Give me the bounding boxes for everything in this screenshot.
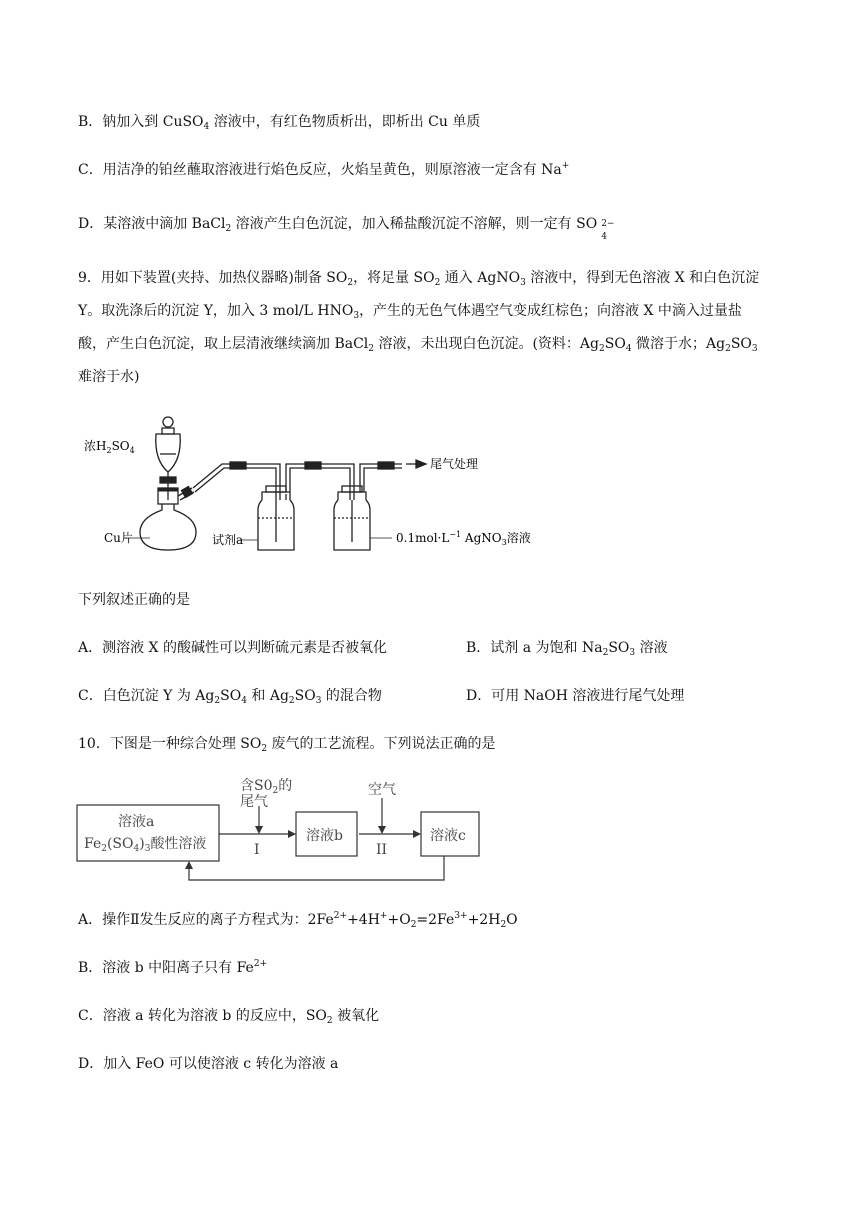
q8-option-d: D．某溶液中滴加 BaCl$_2$ 溶液产生白色沉淀，加入稀盐酸沉淀不溶解，则一定有 SO 2− 4	[78, 216, 615, 242]
q9-option-b: B．试剂 a 为饱和 $Na_2SO_3$ 溶液	[466, 640, 668, 658]
q9-option-c: C．白色沉淀 Y 为 $Ag_2SO_4$ 和 $Ag_2SO_3$ 的混合物	[78, 688, 382, 706]
q8-option-b: B．钠加入到 CuSO$_4$ 溶液中，有红色物质析出，即析出 Cu 单质	[78, 114, 481, 132]
apparatus-diagram	[80, 400, 540, 560]
round-flask	[140, 504, 196, 550]
arrow-air-in-icon	[378, 826, 386, 834]
acid-label: 浓$H_2SO_4$	[84, 439, 135, 455]
q10-option-c: C．溶液 a 转化为溶液 b 的反应中，$SO_2$ 被氧化	[78, 1008, 380, 1026]
input-gas-label: 含$S0_2$的	[240, 778, 293, 796]
q9-stem: 9．用如下装置(夹持、加热仪器略)制备 $SO_2$，将足量 $SO_2$ 通入 AgNO$_3$ 溶液中，得到无色溶液 X 和白色沉淀 Y。取洗涤后的沉淀 Y，加入 3 mol/L $HNO_3$，产生的无色气体遇空气变成红棕色；向溶液 X 中滴入过量盐 酸，产生白色沉淀，取上层清液继续滴加 BaCl$_2$ 溶液，未出现白色沉淀。(资料：$Ag_2SO_4$ 微溶于水；$Ag_2SO_3$ 难溶于水)	[78, 270, 760, 385]
agno3-label: $0.1mol\cdot L^{-1}$ AgNO$_3$溶液	[396, 530, 531, 547]
arrow-step1-icon	[288, 830, 296, 838]
funnel-stopper	[163, 417, 173, 427]
q9-question: 下列叙述正确的是	[78, 592, 190, 608]
box-b-label: 溶液b	[306, 828, 343, 844]
tail-gas-label: 尾气处理	[430, 457, 479, 471]
q10-option-d: D．加入 FeO 可以使溶液 c 转化为溶液 a	[78, 1056, 339, 1072]
q10-stem: 10．下图是一种综合处理 $SO_2$ 废气的工艺流程。下列说法正确的是	[78, 736, 496, 754]
process-flow-diagram	[76, 776, 486, 886]
input-gas-label-2: 尾气	[240, 794, 268, 810]
box-a-line1: 溶液a	[118, 814, 155, 830]
q8-option-c: C．用洁净的铂丝蘸取溶液进行焰色反应，火焰呈黄色，则原溶液一定含有 Na+	[78, 161, 570, 178]
step-2-label: II	[376, 842, 388, 858]
arrow-step2-icon	[413, 830, 421, 838]
cu-label: Cu片	[104, 531, 133, 545]
tail-arrow-icon	[416, 460, 426, 468]
arrow-gas-in-icon	[255, 826, 263, 834]
q9-option-d: D．可用 NaOH 溶液进行尾气处理	[466, 688, 685, 704]
step-1-label: I	[254, 842, 260, 858]
box-a-line2: $Fe_2(SO_4)_3$酸性溶液	[84, 836, 207, 854]
box-c-label: 溶液c	[430, 828, 466, 844]
reagent-a-label: 试剂a	[212, 533, 244, 547]
bottle-2-neck	[338, 492, 366, 500]
input-air-label: 空气	[368, 782, 396, 798]
arrow-return-icon	[185, 861, 193, 869]
q10-option-b: B．溶液 b 中阳离子只有 $Fe^{2+}$	[78, 959, 268, 976]
q10-option-a: A．操作Ⅱ发生反应的离子方程式为：$2Fe^{2+}+4H^++O_2=2Fe^{3+}+2H_2O$	[78, 911, 518, 930]
funnel-body	[156, 434, 181, 472]
q9-option-a: A．测溶液 X 的酸碱性可以判断硫元素是否被氧化	[78, 640, 387, 656]
